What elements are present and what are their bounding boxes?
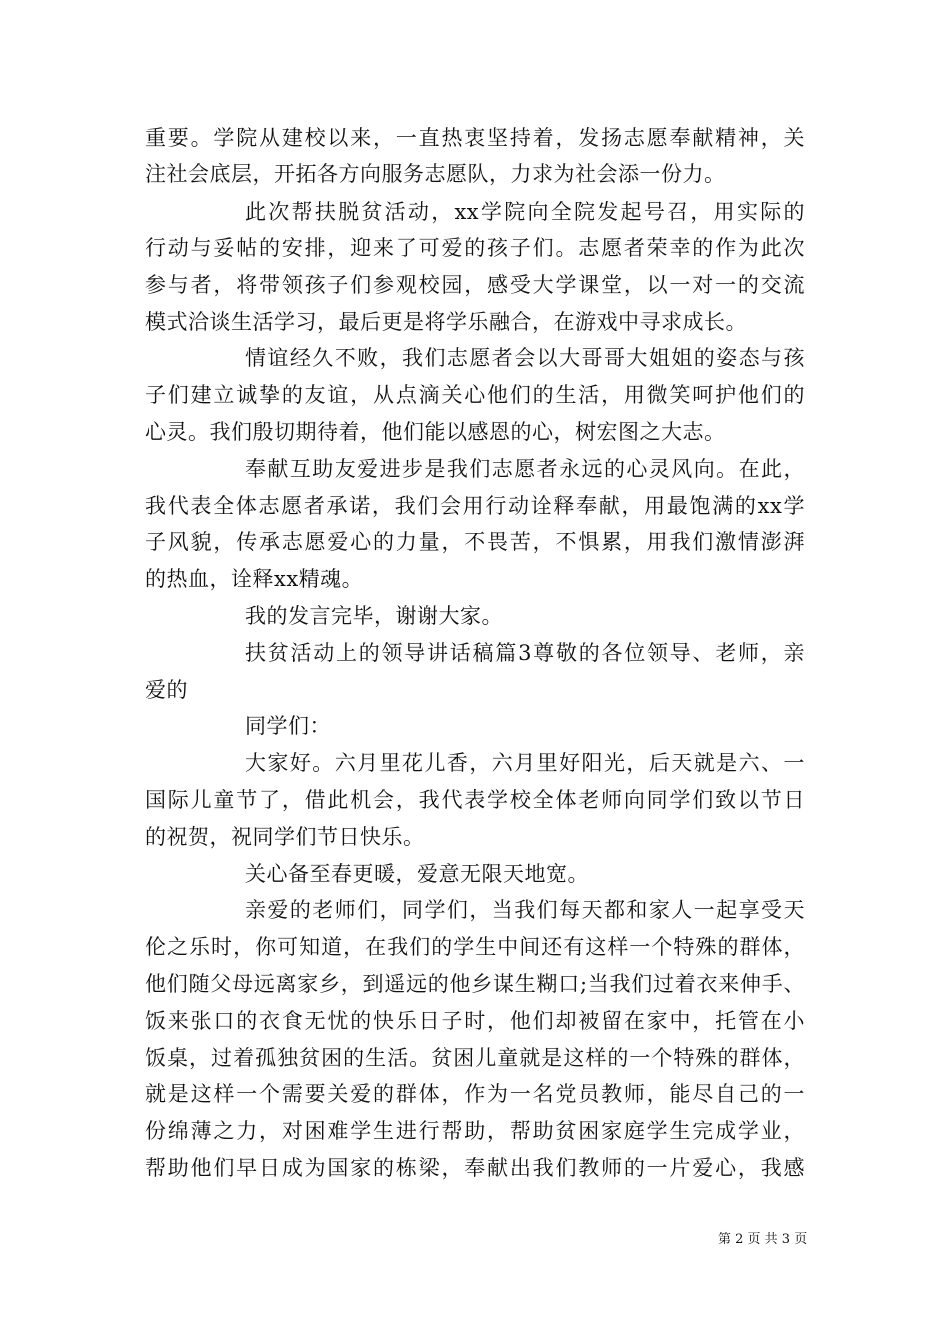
text-line: 的祝贺，祝同学们节日快乐。 — [145, 825, 425, 849]
text-line: 扶贫活动上的领导讲话稿篇3尊敬的各位领导、老师，亲 — [245, 641, 805, 665]
text-line: 重要。学院从建校以来，一直热衷坚持着，发扬志愿奉献精神，关 — [145, 126, 805, 150]
text-line: 饭来张口的衣食无忧的快乐日子时，他们却被留在家中，托管在小 — [145, 1009, 805, 1033]
text-line: 此次帮扶脱贫活动，xx学院向全院发起号召，用实际的 — [245, 200, 805, 224]
text-line: 份绵薄之力，对困难学生进行帮助，帮助贫困家庭学生完成学业， — [145, 1119, 805, 1143]
text-line: 行动与妥帖的安排，迎来了可爱的孩子们。志愿者荣幸的作为此次 — [145, 236, 805, 260]
text-line: 我的发言完毕，谢谢大家。 — [245, 604, 503, 628]
text-line: 大家好。六月里花儿香，六月里好阳光，后天就是六、一 — [245, 751, 805, 775]
text-line: 国际儿童节了，借此机会，我代表学校全体老师向同学们致以节日 — [145, 788, 805, 812]
text-line: 关心备至春更暖，爱意无限天地宽。 — [245, 862, 589, 886]
text-line: 情谊经久不败，我们志愿者会以大哥哥大姐姐的姿态与孩 — [245, 346, 805, 370]
text-line: 同学们： — [245, 714, 331, 738]
page-number: 第 2 页 共 3 页 — [718, 1232, 808, 1247]
text-line: 伦之乐时，你可知道，在我们的学生中间还有这样一个特殊的群体， — [145, 935, 805, 959]
text-line: 他们随父母远离家乡，到遥远的他乡谋生糊口;当我们过着衣来伸手、 — [145, 972, 805, 996]
text-line: 帮助他们早日成为国家的栋梁，奉献出我们教师的一片爱心，我感 — [145, 1156, 805, 1180]
text-line: 子风貌，传承志愿爱心的力量，不畏苦，不惧累，用我们激情澎湃 — [145, 530, 805, 554]
text-line: 心灵。我们殷切期待着，他们能以感恩的心，树宏图之大志。 — [145, 420, 726, 444]
text-line: 奉献互助友爱进步是我们志愿者永远的心灵风向。在此， — [245, 457, 805, 481]
text-line: 就是这样一个需要关爱的群体，作为一名党员教师，能尽自己的一 — [145, 1082, 805, 1106]
text-line: 参与者，将带领孩子们参观校园，感受大学课堂，以一对一的交流 — [145, 273, 805, 297]
text-line: 饭桌，过着孤独贫困的生活。贫困儿童就是这样的一个特殊的群体， — [145, 1046, 805, 1070]
text-line: 爱的 — [145, 678, 188, 702]
text-line: 我代表全体志愿者承诺，我们会用行动诠释奉献，用最饱满的xx学 — [145, 494, 805, 518]
text-line: 模式洽谈生活学习，最后更是将学乐融合，在游戏中寻求成长。 — [145, 310, 747, 334]
text-line: 注社会底层，开拓各方向服务志愿队，力求为社会添一份力。 — [145, 162, 726, 186]
text-line: 亲爱的老师们，同学们，当我们每天都和家人一起享受天 — [245, 898, 805, 922]
text-line: 子们建立诚挚的友谊，从点滴关心他们的生活，用微笑呵护他们的 — [145, 383, 805, 407]
text-line: 的热血，诠释xx精魂。 — [145, 567, 364, 591]
